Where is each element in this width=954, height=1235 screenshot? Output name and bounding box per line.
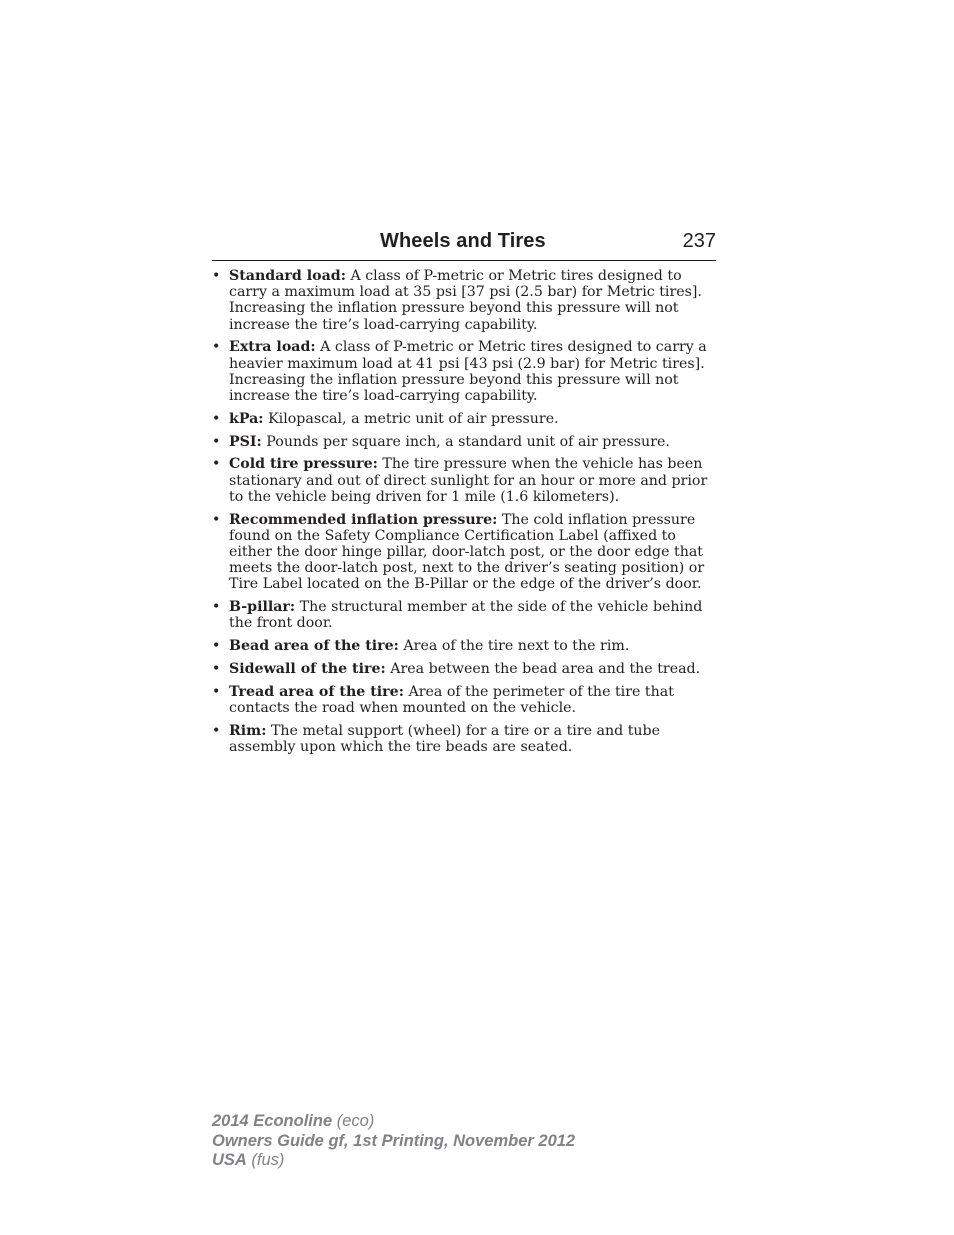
definition-text: Pounds per square inch, a standard unit of air pressure.	[261, 433, 670, 450]
definition-term: Tread area of the tire:	[229, 683, 404, 700]
definition-term: kPa:	[229, 410, 264, 427]
definition-text: Area of the tire next to the rim.	[398, 638, 630, 655]
definition-term: Rim:	[229, 722, 267, 739]
page-header	[212, 229, 716, 261]
definition-text: A class of P-metric or Metric tires designed to carry a maximum load at 35 psi [37 psi (2.5 bar) for Metric tires]. Increasing the inflation pressure beyond this pressure will not increase the tire’s load-carrying capability.	[229, 268, 702, 333]
footer-market-code: (fus)	[246, 1151, 285, 1169]
definition-term: Cold tire pressure:	[229, 456, 378, 473]
definition-text: The metal support (wheel) for a tire or a tire and tube assembly upon which the tire beads are seated.	[229, 722, 661, 756]
bullet-icon: •	[212, 456, 221, 473]
list-item	[212, 434, 718, 450]
definition-text: A class of P-metric or Metric tires designed to carry a heavier maximum load at 41 psi [43 psi (2.9 bar) for Metric tires]. Increasing the inflation pressure beyond this pressure will not increase the tire’s load-carrying capability.	[229, 339, 707, 405]
bullet-icon: •	[212, 599, 221, 616]
definition-text: The cold inflation pressure found on the Safety Compliance Certification Label (affixed to either the door hinge pillar, door-latch post, or the door edge that meets the door-latch post, next to the driver’s seating position) or Tire Label located on the B-Pillar or the edge of the driver’s door.	[229, 511, 705, 593]
bullet-icon: •	[212, 661, 221, 678]
footer-model-line	[212, 1112, 575, 1132]
list-item	[212, 684, 718, 716]
definition-text: The structural member at the side of the vehicle behind the front door.	[229, 599, 703, 632]
list-item	[212, 411, 718, 427]
definition-term: B-pillar:	[229, 599, 296, 616]
footer-printing: Owners Guide gf, 1st Printing, November 2012	[212, 1131, 576, 1150]
definition-text: Area of the perimeter of the tire that contacts the road when mounted on the vehicle.	[229, 683, 674, 717]
definition-term: Sidewall of the tire:	[229, 661, 386, 678]
list-item	[212, 339, 718, 404]
list-item	[212, 599, 718, 631]
definition-term: Bead area of the tire:	[229, 638, 399, 655]
bullet-icon: •	[212, 722, 221, 739]
bullet-icon: •	[212, 433, 221, 450]
definition-term: Standard load:	[229, 268, 346, 284]
definition-text: The tire pressure when the vehicle has been stationary and out of direct sunlight for an hour or more and prior to the vehicle being driven for 1 mile (1.6 kilometers).	[229, 456, 708, 505]
bullet-icon: •	[212, 638, 221, 655]
page-footer	[212, 1112, 575, 1171]
bullet-icon: •	[212, 410, 221, 427]
definition-term: Recommended inflation pressure:	[229, 511, 498, 528]
definition-text: Kilopascal, a metric unit of air pressure.	[263, 410, 559, 427]
list-item	[212, 723, 718, 755]
definition-term: Extra load:	[229, 339, 316, 356]
definition-term: PSI:	[229, 433, 262, 450]
footer-market: USA	[212, 1151, 247, 1169]
bullet-icon: •	[212, 339, 221, 356]
bullet-icon: •	[212, 683, 221, 700]
footer-model-code: (eco)	[332, 1112, 375, 1130]
list-item	[212, 456, 718, 505]
footer-model: 2014 Econoline	[212, 1112, 333, 1130]
list-item	[212, 512, 718, 593]
bullet-icon: •	[212, 511, 221, 528]
bullet-icon: •	[212, 268, 221, 284]
footer-market-line	[212, 1151, 575, 1171]
definition-list	[212, 268, 718, 762]
list-item	[212, 638, 718, 654]
page-number: 237	[682, 230, 716, 252]
list-item	[212, 268, 718, 333]
definition-text: Area between the bead area and the tread.	[385, 661, 701, 678]
section-title: Wheels and Tires	[380, 230, 546, 252]
list-item	[212, 661, 718, 677]
